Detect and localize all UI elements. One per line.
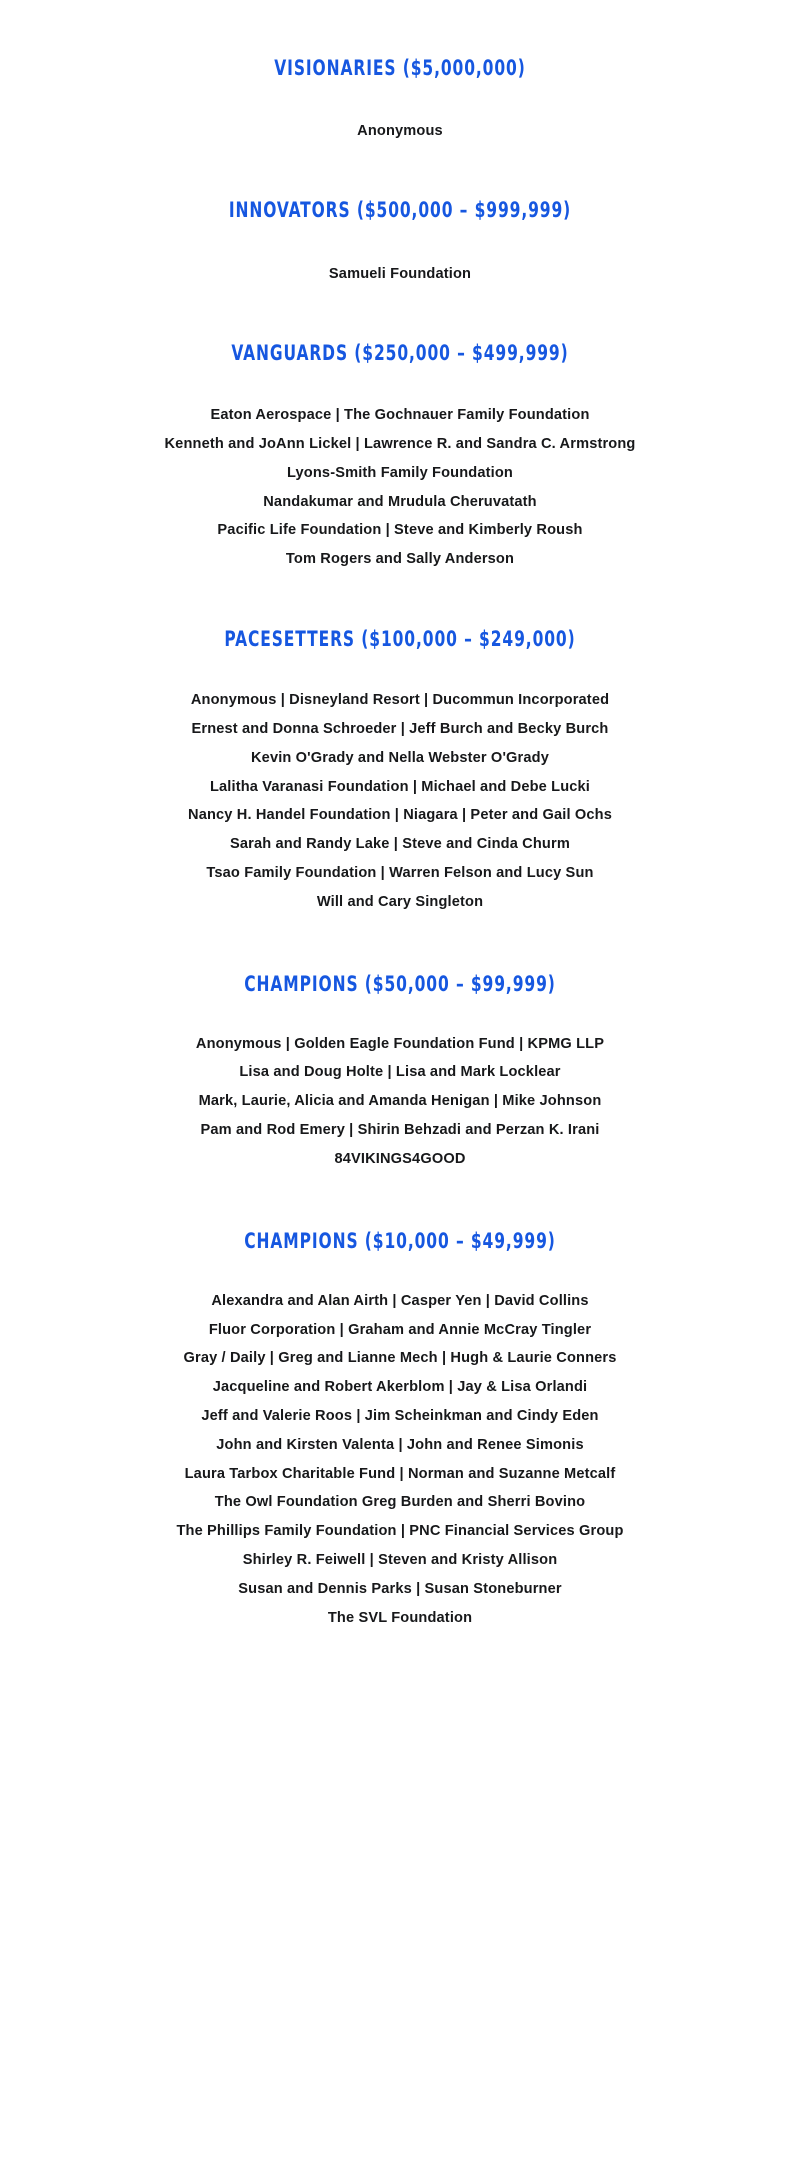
donor-line: The Owl Foundation Greg Burden and Sherri Bovino: [214, 1494, 586, 1511]
section-heading-innovators: INNOVATORS ($500,000 – $999,999): [228, 197, 572, 222]
donor-list-champions-10k: [18, 1254, 782, 1633]
donor-line: John and Kirsten Valenta | John and Renee Simonis: [216, 1436, 584, 1453]
donor-line: Tsao Family Foundation | Warren Felson and Lucy Sun: [206, 864, 594, 881]
donor-line: Anonymous | Disneyland Resort | Ducommun Incorporated: [190, 692, 610, 709]
donor-line: Shirley R. Feiwell | Steven and Kristy Allison: [242, 1552, 558, 1569]
section-heading-champions-50k: CHAMPIONS ($50,000 – $99,999): [244, 971, 556, 996]
donor-line: Eaton Aerospace | The Gochnauer Family Foundation: [210, 407, 590, 424]
donor-line: The SVL Foundation: [327, 1609, 473, 1626]
donor-line: Anonymous | Golden Eagle Foundation Fund | KPMG LLP: [195, 1035, 605, 1052]
donor-section-vanguards: [18, 289, 782, 574]
donor-line: Will and Cary Singleton: [316, 893, 484, 910]
donor-line: Nancy H. Handel Foundation | Niagara | Peter and Gail Ochs: [188, 807, 612, 824]
donor-line: Gray / Daily | Greg and Lianne Mech | Hugh & Laurie Conners: [183, 1350, 617, 1367]
section-heading-vanguards: VANGUARDS ($250,000 – $499,999): [231, 340, 569, 365]
donor-list-pacesetters: [18, 652, 782, 916]
donor-line: Lyons-Smith Family Foundation: [287, 464, 513, 481]
donor-section-pacesetters: [18, 574, 782, 917]
donor-line: Lalitha Varanasi Foundation | Michael and Debe Lucki: [209, 778, 591, 795]
donor-section-innovators: [18, 146, 782, 289]
donor-list-vanguards: [18, 366, 782, 574]
donor-line: Tom Rogers and Sally Anderson: [285, 551, 515, 568]
donor-line: Kenneth and JoAnn Lickel | Lawrence R. and Sandra C. Armstrong: [164, 435, 636, 452]
section-heading-champions-10k: CHAMPIONS ($10,000 – $49,999): [244, 1228, 556, 1253]
donor-line: Kevin O'Grady and Nella Webster O'Grady: [250, 749, 549, 766]
section-heading-pacesetters: PACESETTERS ($100,000 – $249,000): [224, 626, 576, 651]
donor-section-champions-10k: [18, 1174, 782, 1633]
donor-line: Anonymous: [357, 123, 443, 140]
donor-section-visionaries: [18, 0, 782, 146]
donor-line: Laura Tarbox Charitable Fund | Norman and Suzanne Metcalf: [184, 1465, 616, 1482]
donor-line: Nandakumar and Mrudula Cheruvatath: [263, 493, 537, 510]
donor-line: The Phillips Family Foundation | PNC Financial Services Group: [176, 1523, 624, 1540]
donor-line: Jacqueline and Robert Akerblom | Jay & Lisa Orlandi: [212, 1379, 588, 1396]
donor-line: Samueli Foundation: [328, 266, 472, 283]
donor-line: Ernest and Donna Schroeder | Jeff Burch and Becky Burch: [191, 720, 609, 737]
donor-line: 84VIKINGS4GOOD: [334, 1150, 466, 1167]
donor-line: Jeff and Valerie Roos | Jim Scheinkman and Cindy Eden: [201, 1408, 599, 1425]
donor-line: Pacific Life Foundation | Steve and Kimberly Roush: [217, 522, 583, 539]
donor-list-visionaries: [18, 81, 782, 146]
donor-list-innovators: [18, 223, 782, 289]
section-heading-visionaries: VISIONARIES ($5,000,000): [274, 56, 526, 80]
donor-line: Mark, Laurie, Alicia and Amanda Henigan | Mike Johnson: [198, 1093, 602, 1110]
donor-line: Susan and Dennis Parks | Susan Stoneburner: [238, 1580, 562, 1597]
donor-line: Sarah and Randy Lake | Steve and Cinda Churm: [230, 836, 570, 853]
donor-list-champions-50k: [18, 997, 782, 1174]
donor-line: Pam and Rod Emery | Shirin Behzadi and Perzan K. Irani: [200, 1122, 600, 1139]
donor-line: Alexandra and Alan Airth | Casper Yen | David Collins: [211, 1292, 589, 1309]
donor-line: Fluor Corporation | Graham and Annie McCray Tingler: [208, 1321, 592, 1338]
donor-line: Lisa and Doug Holte | Lisa and Mark Locklear: [239, 1064, 561, 1081]
donor-section-champions-50k: [18, 917, 782, 1174]
